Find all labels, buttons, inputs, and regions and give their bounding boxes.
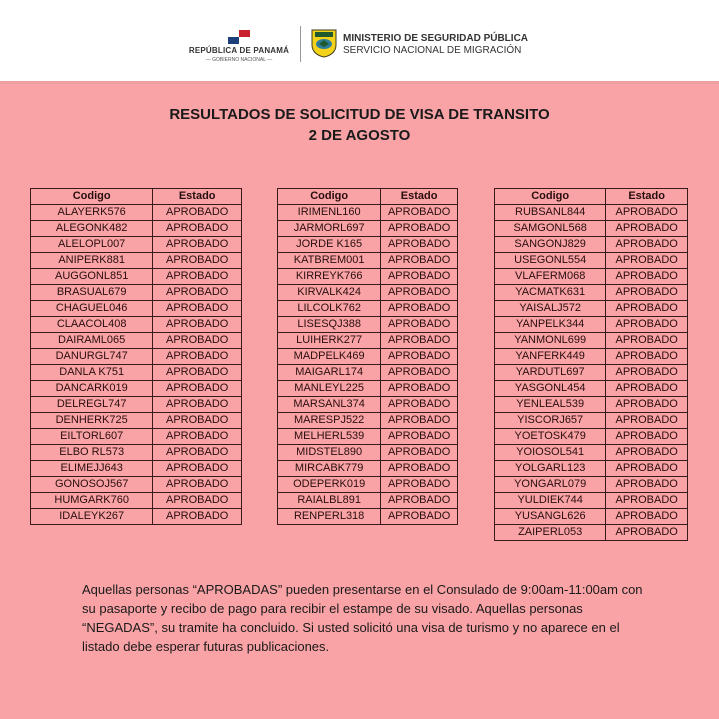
- table-row: [278, 493, 458, 509]
- codigo-cell: MELHERL539: [278, 429, 381, 445]
- table-row: [31, 269, 242, 285]
- codigo-cell: YANPELK344: [495, 317, 606, 333]
- estado-cell: APROBADO: [153, 237, 242, 253]
- table-row: [31, 253, 242, 269]
- estado-cell: APROBADO: [606, 285, 688, 301]
- table-row: [495, 333, 688, 349]
- table-row: [31, 477, 242, 493]
- codigo-cell: YISCORJ657: [495, 413, 606, 429]
- codigo-cell: SAMGONL568: [495, 221, 606, 237]
- estado-cell: APROBADO: [606, 493, 688, 509]
- estado-cell: APROBADO: [153, 221, 242, 237]
- table-row: [495, 381, 688, 397]
- table-row: [495, 253, 688, 269]
- table-row: [31, 365, 242, 381]
- codigo-cell: VLAFERM068: [495, 269, 606, 285]
- estado-cell: APROBADO: [381, 205, 458, 221]
- results-table-3: [494, 188, 688, 541]
- codigo-cell: ELIMEJJ643: [31, 461, 153, 477]
- table-row: [278, 477, 458, 493]
- codigo-cell: LUIHERK277: [278, 333, 381, 349]
- codigo-cell: YASGONL454: [495, 381, 606, 397]
- ministerio-title: MINISTERIO DE SEGURIDAD PÚBLICA: [343, 33, 529, 44]
- estado-cell: APROBADO: [606, 349, 688, 365]
- estado-cell: APROBADO: [153, 301, 242, 317]
- codigo-cell: YARDUTL697: [495, 365, 606, 381]
- estado-cell: APROBADO: [381, 365, 458, 381]
- estado-cell: APROBADO: [153, 205, 242, 221]
- estado-cell: APROBADO: [606, 477, 688, 493]
- codigo-cell: MADPELK469: [278, 349, 381, 365]
- table-row: [495, 509, 688, 525]
- table-row: [31, 221, 242, 237]
- codigo-cell: DENHERK725: [31, 413, 153, 429]
- estado-cell: APROBADO: [606, 445, 688, 461]
- codigo-cell: KATBREM001: [278, 253, 381, 269]
- codigo-cell: USEGONL554: [495, 253, 606, 269]
- table-row: [278, 333, 458, 349]
- estado-cell: APROBADO: [381, 493, 458, 509]
- gobierno-subtitle: — GOBIERNO NACIONAL —: [205, 57, 273, 63]
- estado-cell: APROBADO: [381, 269, 458, 285]
- estado-cell: APROBADO: [153, 333, 242, 349]
- migracion-shield-icon: [311, 28, 337, 58]
- table-row: [278, 317, 458, 333]
- estado-cell: APROBADO: [381, 429, 458, 445]
- table-row: [278, 253, 458, 269]
- estado-cell: APROBADO: [381, 317, 458, 333]
- codigo-cell: EILTORL607: [31, 429, 153, 445]
- codigo-cell: MARESPJ522: [278, 413, 381, 429]
- estado-cell: APROBADO: [381, 461, 458, 477]
- header-estado: Estado: [153, 189, 242, 205]
- codigo-cell: YOLGARL123: [495, 461, 606, 477]
- table-row: [31, 237, 242, 253]
- table-row: [495, 429, 688, 445]
- table-row: [31, 333, 242, 349]
- table-row: [278, 445, 458, 461]
- table-row: [31, 509, 242, 525]
- table-row: [278, 237, 458, 253]
- table-row: [278, 381, 458, 397]
- codigo-cell: ANIPERK881: [31, 253, 153, 269]
- estado-cell: APROBADO: [381, 237, 458, 253]
- table-row: [278, 413, 458, 429]
- table-row: [31, 445, 242, 461]
- codigo-cell: CLAACOL408: [31, 317, 153, 333]
- estado-cell: APROBADO: [606, 317, 688, 333]
- page-title: [0, 104, 719, 146]
- estado-cell: APROBADO: [153, 269, 242, 285]
- estado-cell: APROBADO: [153, 397, 242, 413]
- header-codigo: Codigo: [495, 189, 606, 205]
- codigo-cell: CHAGUEL046: [31, 301, 153, 317]
- codigo-cell: YANMONL699: [495, 333, 606, 349]
- estado-cell: APROBADO: [153, 477, 242, 493]
- table-row: [278, 429, 458, 445]
- header-codigo: Codigo: [31, 189, 153, 205]
- codigo-cell: YOETOSK479: [495, 429, 606, 445]
- estado-cell: APROBADO: [606, 461, 688, 477]
- codigo-cell: YACMATK631: [495, 285, 606, 301]
- table-row: [31, 349, 242, 365]
- instructions-note: Aquellas personas “APROBADAS” pueden presentarse en el Consulado de 9:00am-11:00am con su pasaporte y recibo de pago para recibir el estampe de su visado. Aquellas personas “NEGADAS”, su tramite ha concluido. Si usted solicitó una visa de turismo y no aparece en el listado debe esperar futuras publicaciones.: [82, 582, 643, 654]
- table-row: [495, 237, 688, 253]
- codigo-cell: MIDSTEL890: [278, 445, 381, 461]
- estado-cell: APROBADO: [606, 397, 688, 413]
- ministerio-text: [343, 33, 528, 56]
- table-row: [495, 365, 688, 381]
- table-row: [31, 301, 242, 317]
- estado-cell: APROBADO: [381, 253, 458, 269]
- estado-cell: APROBADO: [153, 445, 242, 461]
- codigo-cell: YANFERK449: [495, 349, 606, 365]
- estado-cell: APROBADO: [606, 509, 688, 525]
- estado-cell: APROBADO: [606, 333, 688, 349]
- estado-cell: APROBADO: [381, 445, 458, 461]
- codigo-cell: YOIOSOL541: [495, 445, 606, 461]
- estado-cell: APROBADO: [381, 397, 458, 413]
- estado-cell: APROBADO: [381, 381, 458, 397]
- table-row: [278, 285, 458, 301]
- table-row: [495, 301, 688, 317]
- table-row: [495, 269, 688, 285]
- estado-cell: APROBADO: [606, 413, 688, 429]
- codigo-cell: YULDIEK744: [495, 493, 606, 509]
- table-row: [495, 445, 688, 461]
- codigo-cell: BRASUAL679: [31, 285, 153, 301]
- results-table-2: [277, 188, 458, 525]
- table-row: [278, 461, 458, 477]
- codigo-cell: HUMGARK760: [31, 493, 153, 509]
- republica-logo: [186, 30, 292, 63]
- table-row: [31, 285, 242, 301]
- codigo-cell: DANCARK019: [31, 381, 153, 397]
- estado-cell: APROBADO: [153, 509, 242, 525]
- codigo-cell: JARMORL697: [278, 221, 381, 237]
- codigo-cell: MANLEYL225: [278, 381, 381, 397]
- estado-cell: APROBADO: [606, 301, 688, 317]
- table-row: [278, 269, 458, 285]
- table-row: [495, 317, 688, 333]
- table-row: [495, 413, 688, 429]
- table-row: [31, 429, 242, 445]
- table-row: [495, 461, 688, 477]
- codigo-cell: ALEGONK482: [31, 221, 153, 237]
- codigo-cell: YUSANGL626: [495, 509, 606, 525]
- estado-cell: APROBADO: [606, 381, 688, 397]
- codigo-cell: RAIALBL891: [278, 493, 381, 509]
- estado-cell: APROBADO: [606, 365, 688, 381]
- codigo-cell: GONOSOJ567: [31, 477, 153, 493]
- codigo-cell: YONGARL079: [495, 477, 606, 493]
- panama-flag-icon: [228, 30, 250, 44]
- codigo-cell: YAISALJ572: [495, 301, 606, 317]
- estado-cell: APROBADO: [153, 381, 242, 397]
- table-row: [278, 221, 458, 237]
- results-table-1: [30, 188, 242, 525]
- codigo-cell: KIRREYK766: [278, 269, 381, 285]
- codigo-cell: ODEPERK019: [278, 477, 381, 493]
- table-row: [278, 349, 458, 365]
- table-row: [495, 205, 688, 221]
- republica-title: REPÚBLICA DE PANAMÁ: [188, 46, 290, 55]
- codigo-cell: DANURGL747: [31, 349, 153, 365]
- table-row: [31, 381, 242, 397]
- codigo-cell: ELBO RL573: [31, 445, 153, 461]
- estado-cell: APROBADO: [381, 285, 458, 301]
- table-row: [31, 317, 242, 333]
- table-row: [278, 301, 458, 317]
- codigo-cell: RENPERL318: [278, 509, 381, 525]
- codigo-cell: IDALEYK267: [31, 509, 153, 525]
- header-divider: [300, 26, 301, 62]
- estado-cell: APROBADO: [153, 349, 242, 365]
- codigo-cell: SANGONJ829: [495, 237, 606, 253]
- table-row: [495, 493, 688, 509]
- codigo-cell: RUBSANL844: [495, 205, 606, 221]
- table-row: [495, 221, 688, 237]
- estado-cell: APROBADO: [153, 493, 242, 509]
- estado-cell: APROBADO: [153, 461, 242, 477]
- title-line-1: RESULTADOS DE SOLICITUD DE VISA DE TRANSITO: [169, 106, 550, 123]
- estado-cell: APROBADO: [381, 333, 458, 349]
- estado-cell: APROBADO: [606, 429, 688, 445]
- estado-cell: APROBADO: [381, 509, 458, 525]
- table-row: [278, 365, 458, 381]
- header-estado: Estado: [606, 189, 688, 205]
- estado-cell: APROBADO: [606, 253, 688, 269]
- estado-cell: APROBADO: [153, 429, 242, 445]
- codigo-cell: ZAIPERL053: [495, 525, 606, 541]
- estado-cell: APROBADO: [381, 221, 458, 237]
- codigo-cell: KIRVALK424: [278, 285, 381, 301]
- estado-cell: APROBADO: [381, 301, 458, 317]
- table-row: [495, 349, 688, 365]
- estado-cell: APROBADO: [606, 525, 688, 541]
- estado-cell: APROBADO: [381, 413, 458, 429]
- codigo-cell: MAIGARL174: [278, 365, 381, 381]
- codigo-cell: ALELOPL007: [31, 237, 153, 253]
- codigo-cell: IRIMENL160: [278, 205, 381, 221]
- codigo-cell: AUGGONL851: [31, 269, 153, 285]
- codigo-cell: LILCOLK762: [278, 301, 381, 317]
- codigo-cell: LISESQJ388: [278, 317, 381, 333]
- header-shadow: [0, 81, 719, 84]
- estado-cell: APROBADO: [153, 365, 242, 381]
- estado-cell: APROBADO: [606, 269, 688, 285]
- title-line-2: 2 DE AGOSTO: [308, 127, 411, 144]
- codigo-cell: ALAYERK576: [31, 205, 153, 221]
- estado-cell: APROBADO: [153, 413, 242, 429]
- table-row: [31, 493, 242, 509]
- table-row: [495, 477, 688, 493]
- estado-cell: APROBADO: [153, 253, 242, 269]
- estado-cell: APROBADO: [606, 237, 688, 253]
- estado-cell: APROBADO: [606, 221, 688, 237]
- table-row: [31, 413, 242, 429]
- codigo-cell: DAIRAML065: [31, 333, 153, 349]
- servicio-title: SERVICIO NACIONAL DE MIGRACIÓN: [343, 45, 522, 56]
- codigo-cell: MARSANL374: [278, 397, 381, 413]
- estado-cell: APROBADO: [381, 349, 458, 365]
- table-row: [495, 397, 688, 413]
- header-estado: Estado: [381, 189, 458, 205]
- codigo-cell: MIRCABK779: [278, 461, 381, 477]
- estado-cell: APROBADO: [606, 205, 688, 221]
- table-row: [31, 205, 242, 221]
- table-row: [495, 285, 688, 301]
- table-row: [278, 509, 458, 525]
- table-row: [278, 205, 458, 221]
- codigo-cell: YENLEAL539: [495, 397, 606, 413]
- table-row: [31, 397, 242, 413]
- table-row: [31, 461, 242, 477]
- codigo-cell: DELREGL747: [31, 397, 153, 413]
- estado-cell: APROBADO: [153, 317, 242, 333]
- estado-cell: APROBADO: [153, 285, 242, 301]
- header-codigo: Codigo: [278, 189, 381, 205]
- codigo-cell: JORDE K165: [278, 237, 381, 253]
- header-banner: [0, 0, 719, 81]
- table-row: [495, 525, 688, 541]
- codigo-cell: DANLA K751: [31, 365, 153, 381]
- table-row: [278, 397, 458, 413]
- estado-cell: APROBADO: [381, 477, 458, 493]
